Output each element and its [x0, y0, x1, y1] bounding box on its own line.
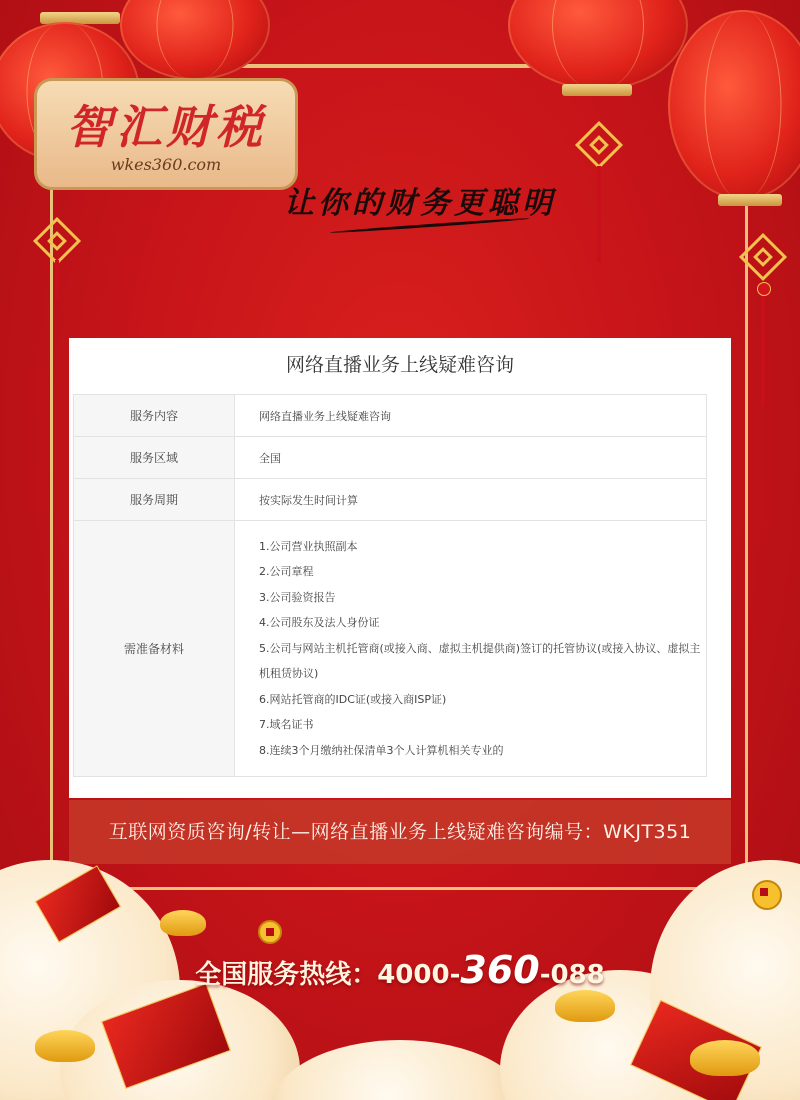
row-label: 需准备材料: [74, 521, 235, 777]
lantern-cap: [562, 84, 632, 96]
gold-ingot-icon: [35, 1030, 95, 1062]
list-item: 8.连续3个月缴纳社保清单3个人计算机相关专业的: [259, 743, 504, 757]
brand-logo: [34, 78, 298, 190]
list-item: 5.公司与网站主机托管商(或接入商、虚拟主机提供商)签订的托管协议(或接入协议、虚拟主: [259, 641, 701, 655]
row-label: 服务区域: [74, 437, 235, 479]
row-label: 服务内容: [74, 395, 235, 437]
coin-icon: [258, 920, 282, 944]
table-row: [74, 437, 707, 479]
service-table: [73, 394, 707, 777]
table-row: [74, 395, 707, 437]
coin-icon: [752, 880, 782, 910]
list-item: 4.公司股东及法人身份证: [259, 616, 380, 630]
hotline: [0, 948, 800, 992]
list-item: 1.公司营业执照副本: [259, 539, 358, 553]
slogan: 让你的财务更聪明: [284, 186, 556, 221]
list-item: 3.公司验资报告: [259, 590, 336, 604]
gold-ingot-icon: [690, 1040, 760, 1076]
list-item: 2.公司章程: [259, 565, 314, 579]
tassel-icon: [597, 166, 601, 262]
service-code-banner: 互联网资质咨询/转让—网络直播业务上线疑难咨询编号：WKJT351: [69, 800, 731, 864]
row-value: 网络直播业务上线疑难咨询: [235, 395, 707, 437]
list-item: 7.域名证书: [259, 718, 314, 732]
gold-ingot-icon: [555, 990, 615, 1022]
bead-icon: [757, 282, 771, 296]
list-item: 6.网站托管商的IDC证(或接入商ISP证): [259, 692, 447, 706]
row-value: 全国: [235, 437, 707, 479]
lantern-cap: [718, 194, 782, 206]
hotline-suffix: -088: [539, 960, 605, 990]
logo-url: wkes360.com: [110, 155, 222, 174]
logo-text: 智汇财税: [66, 100, 266, 154]
lantern-icon: [120, 0, 270, 80]
tassel-icon: [761, 296, 765, 406]
card-title: 网络直播业务上线疑难咨询: [285, 354, 514, 376]
row-label: 服务周期: [74, 479, 235, 521]
list-item: 机租赁协议): [259, 667, 319, 681]
cloud-decoration: [270, 1040, 530, 1100]
row-value: 按实际发生时间计算: [235, 479, 707, 521]
table-row-materials: [74, 521, 707, 777]
service-card: [69, 338, 731, 798]
tassel-icon: [55, 260, 59, 300]
hotline-prefix: 全国服务热线：4000-: [195, 960, 461, 990]
table-row: [74, 479, 707, 521]
materials-list: [235, 521, 707, 777]
hotline-number-highlight: 360: [460, 948, 540, 992]
gold-ingot-icon: [160, 910, 206, 936]
